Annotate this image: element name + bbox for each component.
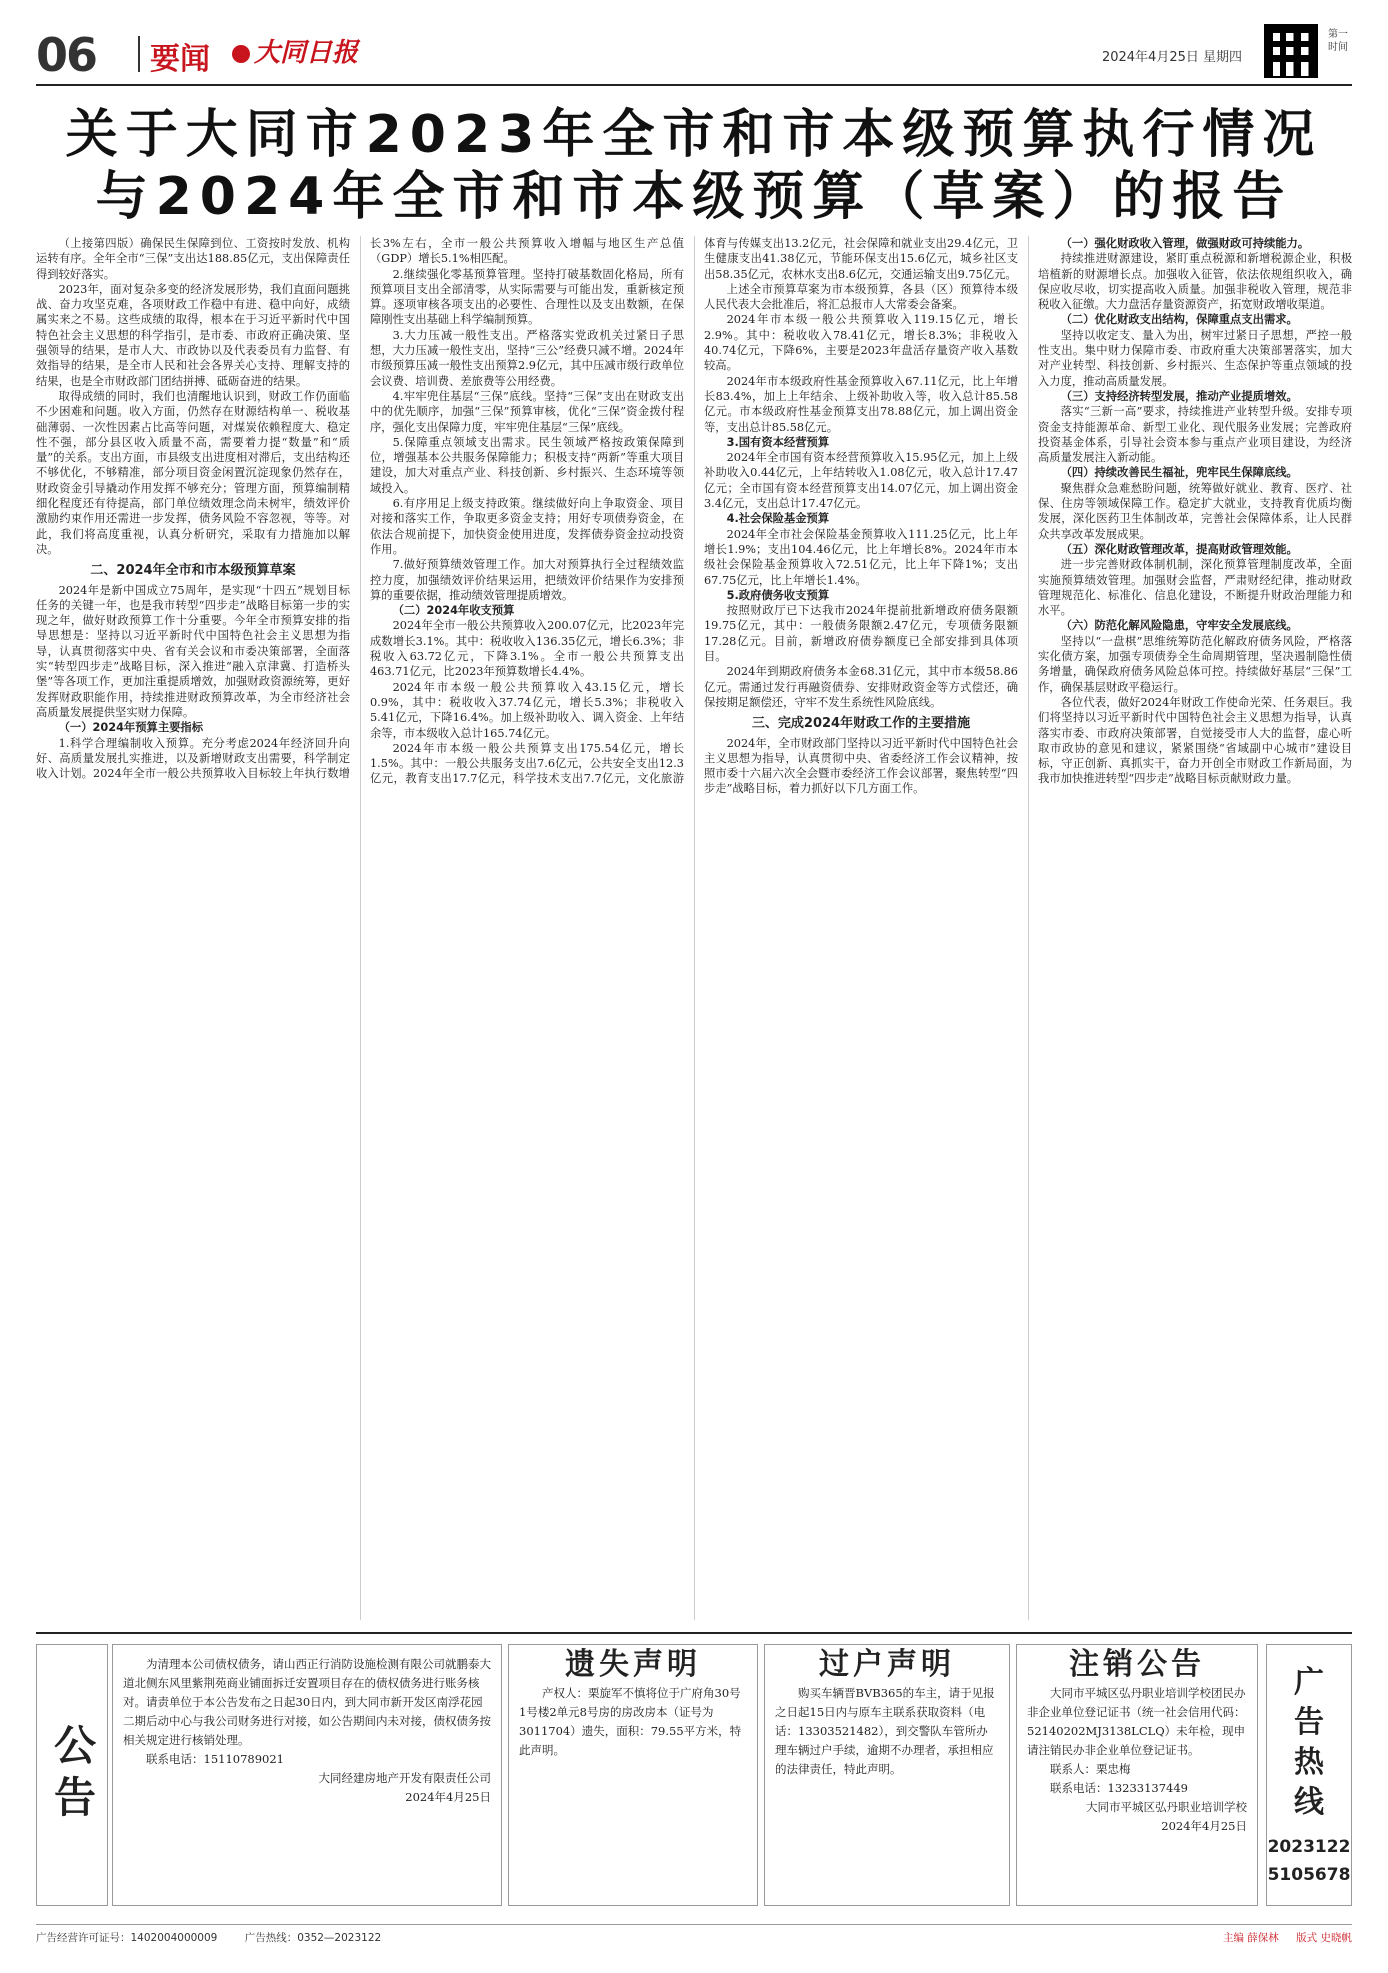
chief-editor: 主编 薛保林	[1222, 1932, 1279, 1944]
paragraph: 2024年全市国有资本经营预算收入15.95亿元，加上上级补助收入0.44亿元，上年结转收入1.08亿元，收入总计17.47亿元；全市国有资本经营预算支出14.07亿元，加上调出资金3.4亿元，支出总计17.47亿元。	[704, 451, 1018, 511]
article-headline	[36, 104, 1352, 228]
logo-mark-icon	[232, 45, 250, 63]
paragraph: 2024年市本级一般公共预算支出175.54亿元，增长1.5%。其中：一般公共服务支出7.6亿元，公共安全支出12.3亿元，教育支出17.7亿元，科学技术支出7.7亿元，文化旅游体育与传媒支出13.2亿元，社会保障和就业支出29.4亿元，卫生健康支出41.38亿元，节能环保支出15.6亿元，城乡社区支出58.35亿元，农林水支出8.6亿元，交通运输支出9.75亿元。	[370, 237, 1018, 786]
divider	[138, 36, 140, 72]
paragraph: 进一步完善财政体制机制，深化预算管理制度改革，全面实施预算绩效管理。加强财会监督，严肃财经纪律，推动财政管理规范化、标准化、信息化建设，不断提升财政治理能力和水平。	[1038, 558, 1352, 618]
transfer-title: 过户声明	[819, 1647, 955, 1682]
paragraph: 2023年，面对复杂多变的经济发展形势，我们直面问题挑战、奋力攻坚克难，各项财政工作稳中有进、稳中向好，成绩属实来之不易。这些成绩的取得，根本在于习近平新时代中国特色社会主义思想的科学指引，是市委、市政府正确决策、坚强领导的结果，是市人大、市政协以及代表委员有力监督、有效指导的结果，是全市人民和社会各界关心支持、理解支持的结果，也是全市财政部门团结拼搏、砥砺奋进的结果。	[36, 282, 350, 388]
cancel-signature: 大同市平城区弘丹职业培训学校	[1086, 1800, 1247, 1814]
paragraph: 按照财政厅已下达我市2024年提前批新增政府债务限额19.75亿元，其中：一般债务限额2.47亿元，专项债务限额17.28亿元。目前，新增政府债券额度已全部安排到具体项目。	[704, 604, 1018, 664]
paragraph: 6.有序用足上级支持政策。继续做好向上争取资金、项目对接和落实工作，争取更多资金支持；用好专项债券资金，在依法合规前提下，加快资金使用进度，发挥债券资金拉动投资作用。	[370, 497, 684, 556]
subheading: （五）深化财政管理改革，提高财政管理效能。	[1060, 542, 1298, 556]
paragraph: 聚焦群众急难愁盼问题，统筹做好就业、教育、医疗、社保、住房等领域保障工作。稳定扩大就业，支持教育优质均衡发展，深化医药卫生体制改革，完善社会保障体系，让人民群众共享改革发展成果。	[1038, 481, 1352, 541]
lost-title: 遗失声明	[565, 1647, 701, 1682]
subheading: （二）优化财政支出结构，保障重点支出需求。	[1060, 313, 1298, 327]
subheading: （六）防范化解风险隐患，守牢安全发展底线。	[1060, 619, 1298, 633]
paragraph: 2024年是新中国成立75周年，是实现“十四五”规划目标任务的关键一年，也是我市转型“四步走”战略目标第一步的实现之年，做好财政预算工作十分重要。今年全市预算安排的指导思想是：坚持以习近平新时代中国特色社会主义思想为指导，认真贯彻落实中央、省有关会议和市委决策部署，全面落实“转型四步走”战略目标，深入推进“融入京津冀、打造桥头堡”等各项工作，更加注重提质增效，加强财政资源统筹，更好发挥财政职能作用，持续推进财政预算改革，为全市经济社会高质量发展提供坚实财力保障。	[36, 583, 350, 719]
section-heading: 二、2024年全市和市本级预算草案	[90, 563, 296, 579]
paragraph: 上述全市预算草案为市本级预算，各县（区）预算待本级人民代表大会批准后，将汇总报市人大常委会备案。	[704, 282, 1018, 312]
subheading: （一）强化财政收入管理，做强财政可持续能力。	[1060, 237, 1310, 250]
transfer-text: 购买车辆晋BVB365的车主，请于见报之日起15日内与原车主联系获取资料（电话：13303521482），到交警队车管所办理车辆过户手续，逾期不办理者，承担相应的法律责任，特此声明。	[775, 1686, 995, 1776]
paragraph: 取得成绩的同时，我们也清醒地认识到，财政工作仍面临不少困难和问题。收入方面，仍然存在财源结构单一、税收基础薄弱、一次性因素占比高等问题，对煤炭依赖程度大、稳定性不强，部分县区收入质量不高，需要着力提“数量”和“质量”的关系。支出方面，市县级支出进度相对滞后，支出结构还不够优化，不够精准，部分项目资金闲置沉淀现象仍然存在，财政资金引导撬动作用发挥不够充分；管理方面，预算编制精细化程度还有待提高，部门单位绩效理念尚未树牢，绩效评价激励约束作用还需进一步发挥，债务风险不容忽视，等等。对此，我们将高度重视，认真分析研究，采取有力措施加以解决。	[36, 389, 350, 556]
notice-label: 公告	[36, 1644, 108, 1906]
subheading: （四）持续改善民生福祉，兜牢民生保障底线。	[1060, 466, 1298, 480]
ad-license: 广告经营许可证号：1402004000009	[36, 1932, 218, 1944]
issue-date: 2024年4月25日 星期四	[1101, 50, 1242, 65]
page-footer	[36, 1924, 1352, 1946]
hotline-number-1: 2023122	[1267, 1837, 1351, 1857]
article-body	[36, 236, 1352, 1620]
cancel-title: 注销公告	[1069, 1647, 1205, 1682]
paragraph: 坚持以收定支、量入为出，树牢过紧日子思想，严控一般性支出。集中财力保障市委、市政府重大决策部署落实，加大对产业转型、科技创新、乡村振兴、生态保护等重点领域的投入力度，推动高质量发展。	[1038, 328, 1352, 388]
cancel-date: 2024年4月25日	[1161, 1819, 1247, 1833]
classified-ads	[36, 1632, 1352, 1910]
subheading: 4.社会保险基金预算	[726, 512, 830, 526]
layout-designer: 版式 史晓帆	[1296, 1932, 1352, 1944]
notice-date: 2024年4月25日	[405, 1790, 491, 1804]
masthead	[36, 24, 1352, 86]
paragraph: 坚持以“一盘棋”思维统筹防范化解政府债务风险，严格落实化债方案，加强专项债券全生命周期管理，坚决遏制隐性债务增量，确保政府债务风险总体可控。持续做好基层“三保”工作，确保基层财政平稳运行。	[1038, 634, 1352, 694]
subheading: 5.政府债务收支预算	[726, 588, 830, 602]
qr-caption: 第一时间	[1328, 29, 1348, 53]
paragraph: 4.牢牢兜住基层“三保”底线。坚持“三保”支出在财政支出中的优先顺序，加强“三保”预算审核，优化“三保”资金拨付程序，强化支出保障力度，牢牢兜住基层“三保”底线。	[370, 389, 684, 434]
subheading: （一）2024年预算主要指标	[58, 721, 204, 735]
cancel-text: 大同市平城区弘丹职业培训学校团民办非企业单位登记证书（统一社会信用代码：52140202MJ3138LCLQ）未年检，现申请注销民办非企业单位登记证书。	[1027, 1686, 1246, 1757]
company-notice-ad	[112, 1644, 502, 1906]
ad-phone: 广告热线：0352—2023122	[244, 1932, 382, 1944]
logo-text: 大同日报	[254, 38, 359, 68]
paragraph: 2024年到期政府债务本金68.31亿元，其中市本级58.86亿元。需通过发行再融资债券、安排财政资金等方式偿还，确保按期足额偿还，守牢不发生系统性风险底线。	[704, 665, 1018, 709]
headline-line-1: 关于大同市2023年全市和市本级预算执行情况	[65, 105, 1323, 165]
paragraph: 7.做好预算绩效管理工作。加大对预算执行全过程绩效监控力度，加强绩效评价结果运用，把绩效评价结果作为安排预算的重要依据，推动绩效管理提质增效。	[370, 558, 684, 602]
ad-hotline-box	[1266, 1644, 1352, 1906]
subheading: （二）2024年收支预算	[392, 604, 515, 618]
notice-text: 为清理本公司债权债务，请山西正行消防设施检测有限公司就鹏泰大道北侧东风里紫荆苑商业铺面拆迁安置项目存在的债权债务进行账务核对。请责单位于本公告发布之日起30日内，到大同市新开发区南浮花园二期后动中心与我公司财务进行对接，如公告期间内未对接，债权债务按相关规定进行核销处理。	[123, 1657, 491, 1747]
paragraph: 持续推进财源建设，紧盯重点税源和新增税源企业，积极培植新的财源增长点。加强收入征管，依法依规组织收入，确保应收尽收，切实提高收入质量。加强非税收入管理，规范非税收入征缴。大力盘活存量资源资产，拓宽财政增收渠道。	[1038, 252, 1352, 312]
cancellation-notice-ad	[1016, 1644, 1258, 1906]
section-name: 要闻	[150, 42, 210, 77]
paragraph: 2024年市本级政府性基金预算收入67.11亿元，比上年增长83.4%，加上上年结余、上级补助收入等，收入总计85.58亿元。市本级政府性基金预算支出78.88亿元，加上调出资金等，支出总计85.58亿元。	[704, 374, 1018, 434]
section-heading: 三、完成2024年财政工作的主要措施	[751, 716, 971, 732]
newspaper-logo	[232, 32, 358, 69]
lost-statement-ad	[508, 1644, 758, 1906]
paragraph: 1.科学合理编制收入预算。充分考虑2024年经济回升向好、高质量发展扎实推进，以及新增财政支出需要，科学制定收入计划。2024年全市一般公共预算收入目标较上年执行数增长3%左右，全市一般公共预算收入增幅与地区生产总值（GDP）增长5.1%相匹配。	[36, 237, 684, 781]
cancel-contact: 联系人：栗忠梅	[1050, 1762, 1131, 1776]
paragraph: 各位代表，做好2024年财政工作使命光荣、任务艰巨。我们将坚持以习近平新时代中国特色社会主义思想为指导，认真落实市委、市政府决策部署，自觉接受市人大的监督，虚心听取市政协的意见和建议，紧紧围绕“省域副中心城市”建设目标，守正创新、真抓实干，奋力开创全市财政工作新局面，为我市加快推进转型“四步走”战略目标贡献财政力量。	[1038, 695, 1352, 786]
subheading: （三）支持经济转型发展，推动产业提质增效。	[1060, 389, 1298, 403]
qr-code-icon	[1264, 24, 1318, 78]
paragraph: （上接第四版）确保民生保障到位、工资按时发放、机构运转有序。全年全市“三保”支出达188.85亿元，支出保障责任得到较好落实。	[36, 237, 350, 281]
notice-signature: 大同经建房地产开发有限责任公司	[318, 1771, 491, 1785]
cancel-phone: 联系电话：13233137449	[1050, 1781, 1188, 1795]
paragraph: 5.保障重点领域支出需求。民生领域严格按政策保障到位，增强基本公共服务保障能力；积极支持“两新”等重大项目建设，加大对重点产业、科技创新、乡村振兴、生态环境等领域投入。	[370, 435, 684, 495]
paragraph: 2024年全市一般公共预算收入200.07亿元，比2023年完成数增长3.1%。其中：税收收入136.35亿元，增长6.3%；非税收入63.72亿元，下降3.1%。全市一般公共预算支出463.71亿元，比2023年预算数增长4.4%。	[370, 619, 684, 679]
headline-line-2: 与2024年全市和市本级预算（草案）的报告	[95, 167, 1293, 227]
paragraph: 2024年市本级一般公共预算收入119.15亿元，增长2.9%。其中：税收收入78.41亿元，增长8.3%；非税收入40.74亿元，下降6%，主要是2023年盘活存量资产收入基数较高。	[704, 313, 1018, 373]
transfer-statement-ad	[764, 1644, 1010, 1906]
notice-contact: 联系电话：15110789021	[146, 1752, 284, 1766]
paragraph: 3.大力压减一般性支出。严格落实党政机关过紧日子思想，大力压减一般性支出，坚持“三公”经费只减不增。2024年市级预算压减一般性支出预算2.9亿元，其中压减市级行政单位会议费、培训费、差旅费等公用经费。	[370, 328, 684, 388]
paragraph: 2.继续强化零基预算管理。坚持打破基数固化格局，所有预算项目支出全部清零，从实际需要与可能出发，重新核定预算。逐项审核各项支出的必要性、合理性以及支出数额，在保障刚性支出基础上科学编制预算。	[370, 267, 684, 327]
paragraph: 2024年全市社会保险基金预算收入111.25亿元，比上年增长1.9%；支出104.46亿元，比上年增长8%。2024年市本级社会保险基金预算收入72.51亿元，比上年下降1%；支出67.75亿元，比上年增长1.4%。	[704, 527, 1018, 587]
page-number: 06	[36, 28, 97, 82]
paragraph: 2024年，全市财政部门坚持以习近平新时代中国特色社会主义思想为指导，认真贯彻中央、省委经济工作会议精神，按照市委十六届六次全会暨市委经济工作会议部署，聚焦转型“四步走”战略目标，着力抓好以下几方面工作。	[704, 736, 1018, 796]
hotline-number-2: 5105678	[1267, 1865, 1351, 1885]
paragraph: 2024年市本级一般公共预算收入43.15亿元，增长0.9%，其中：税收收入37.74亿元，增长5.3%；非税收入5.41亿元，下降16.4%。加上级补助收入、调入资金、上年结余等，市本级收入总计165.74亿元。	[370, 680, 684, 740]
lost-text: 产权人：栗旋军不慎将位于广府角30号1号楼2单元8号房的房改房本（证号为3011704）遗失，面积：79.55平方米，特此声明。	[519, 1686, 742, 1757]
paragraph: 落实“三新一高”要求，持续推进产业转型升级。安排专项资金支持能源革命、新型工业化、现代服务业发展；完善政府投资基金体系，引导社会资本参与重点产业项目建设，为经济高质量发展注入新动能。	[1038, 405, 1352, 465]
hotline-title: 广告热线	[1294, 1665, 1324, 1820]
subheading: 3.国有资本经营预算	[726, 435, 830, 449]
